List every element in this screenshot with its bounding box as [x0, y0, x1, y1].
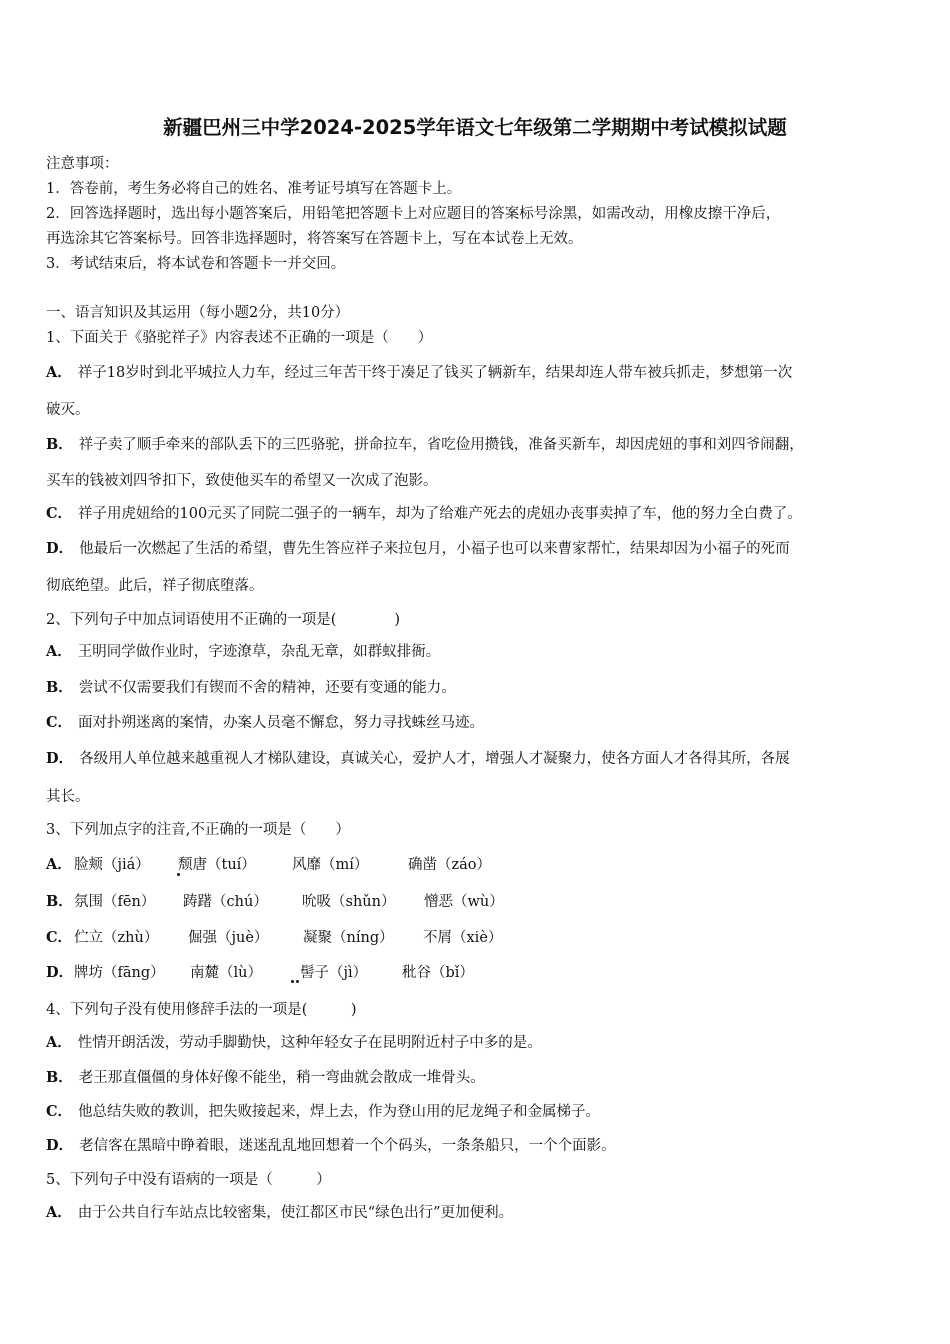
- question-4-stem: 4、下列句子没有使用修辞手法的一项是( ): [46, 1002, 357, 1018]
- question-5-stem: 5、下列句子中没有语病的一项是（ ）: [46, 1172, 331, 1188]
- question-4-option-b: [46, 1066, 908, 1087]
- option-label: A．: [46, 364, 72, 381]
- option-label: A．: [46, 643, 72, 660]
- option-label: C．: [46, 1103, 73, 1120]
- section-heading: 一、语言知识及其运用（每小题2分，共10分）: [46, 305, 350, 321]
- question-1-option-b: [46, 433, 908, 454]
- pinyin-item: 凝聚（níng）: [303, 930, 394, 946]
- option-label: D．: [46, 964, 74, 981]
- question-4-option-a: [46, 1031, 908, 1052]
- question-2-stem: 2、下列句子中加点词语使用不正确的一项是( ): [46, 612, 401, 628]
- pinyin-item: 憎恶（wù）: [424, 894, 504, 910]
- pinyin-item: 牌坊（fāng）: [74, 965, 165, 981]
- emphasis-dot: [177, 873, 180, 876]
- pinyin-item: 伫立（zhù）: [74, 930, 159, 946]
- question-5-option-a: [46, 1201, 908, 1222]
- question-2-option-a: [46, 640, 908, 661]
- pinyin-item: 踌躇（chú）: [183, 894, 268, 910]
- option-label: B．: [46, 1069, 73, 1086]
- option-label: A．: [46, 1034, 72, 1051]
- option-text: 面对扑朔迷离的案情，办案人员毫不懈怠，努力寻找蛛丝马迹。: [78, 715, 485, 731]
- notice-item: 再选涂其它答案标号。回答非选择题时，将答案写在答题卡上，写在本试卷上无效。: [46, 231, 583, 247]
- option-label: B．: [46, 893, 73, 910]
- pinyin-item: 吮吸（shǔn）: [302, 894, 396, 910]
- question-1-option-d-cont: 彻底绝望。此后，祥子彻底堕落。: [46, 578, 264, 594]
- option-label: D．: [46, 540, 74, 557]
- emphasis-dot: [296, 980, 299, 983]
- option-text: 各级用人单位越来越重视人才梯队建设，真诚关心，爱护人才，增强人才凝聚力，使各方面人才各得其所，各展: [79, 751, 790, 767]
- option-text: 王明同学做作业时，字迹潦草，杂乱无章，如群蚁排衙。: [77, 644, 441, 660]
- option-text: 祥子18岁时到北平城拉人力车，经过三年苦干终于凑足了钱买了辆新车，结果却连人带车被兵抓走，梦想第一次: [77, 365, 793, 381]
- option-text: 尝试不仅需要我们有锲而不舍的精神，还要有变通的能力。: [78, 680, 456, 696]
- question-3-stem: 3、下列加点字的注音,不正确的一项是（ ）: [46, 822, 350, 838]
- question-2-option-c: [46, 711, 908, 732]
- question-1-stem: 1、下面关于《骆驼祥子》内容表述不正确的一项是（ ）: [46, 330, 433, 346]
- question-1-option-c: [46, 502, 908, 523]
- option-label: C．: [46, 714, 73, 731]
- notice-item: 2．回答选择题时，选出每小题答案后，用铅笔把答题卡上对应题目的答案标号涂黑，如需改动，用橡皮擦干净后，: [46, 206, 781, 222]
- pinyin-item: 倔强（juè）: [188, 930, 269, 946]
- question-1-option-a: [46, 361, 908, 382]
- pinyin-item: 南麓（lù）: [190, 965, 262, 981]
- pinyin-item: 秕谷（bǐ）: [402, 965, 474, 981]
- option-text: 他最后一次燃起了生活的希望，曹先生答应祥子来拉包月，小福子也可以来曹家帮忙，结果却因为小福子的死而: [79, 541, 790, 557]
- notice-item: 3．考试结束后，将本试卷和答题卡一并交回。: [46, 256, 346, 272]
- emphasis-dot: [291, 980, 294, 983]
- pinyin-item: 风靡（mí）: [292, 857, 369, 873]
- question-1-option-a-cont: 破灭。: [46, 402, 90, 418]
- pinyin-item: 髻子（jì）: [300, 965, 368, 981]
- pinyin-item: 脸颊（jiá）: [74, 857, 150, 873]
- option-text: 老王那直僵僵的身体好像不能坐，稍一弯曲就会散成一堆骨头。: [78, 1070, 485, 1086]
- question-3-option-d: [46, 961, 908, 982]
- option-label: B．: [46, 679, 73, 696]
- question-1-option-d: [46, 537, 908, 558]
- option-text: 祥子卖了顺手牵来的部队丢下的三匹骆驼，拼命拉车，省吃俭用攒钱，准备买新车，却因虎妞的事和刘四爷闹翻，: [78, 437, 804, 453]
- question-4-option-c: [46, 1100, 908, 1121]
- question-1-option-b-cont: 买车的钱被刘四爷扣下，致使他买车的希望又一次成了泡影。: [46, 473, 438, 489]
- option-label: A．: [46, 856, 72, 873]
- option-text: 他总结失败的教训，把失败接起来，焊上去，作为登山用的尼龙绳子和金属梯子。: [78, 1104, 601, 1120]
- question-2-option-b: [46, 676, 908, 697]
- pinyin-item: 氛围（fēn）: [74, 894, 156, 910]
- option-label: D．: [46, 1137, 74, 1154]
- option-label: A．: [46, 1204, 72, 1221]
- notice-heading: 注意事项：: [46, 156, 119, 172]
- question-2-option-d: [46, 747, 908, 768]
- question-2-option-d-cont: 其长。: [46, 789, 90, 805]
- question-4-option-d: [46, 1134, 908, 1155]
- option-text: 祥子用虎妞给的100元买了同院二强子的一辆车，却为了给难产死去的虎妞办丧事卖掉了车，他的努力全白费了。: [78, 506, 802, 522]
- exam-title: 新疆巴州三中学2024-2025学年语文七年级第二学期期中考试模拟试题: [163, 116, 787, 139]
- option-label: C．: [46, 505, 73, 522]
- pinyin-item: 颓唐（tuí）: [178, 857, 256, 873]
- pinyin-item: 确凿（záo）: [408, 857, 492, 873]
- option-label: D．: [46, 750, 74, 767]
- option-text: 老信客在黑暗中睁着眼，迷迷乱乱地回想着一个个码头，一条条船只，一个个面影。: [79, 1138, 616, 1154]
- option-label: B．: [46, 436, 73, 453]
- option-text: 由于公共自行车站点比较密集，使江都区市民“绿色出行”更加便利。: [77, 1205, 514, 1221]
- notice-item: 1．答卷前，考生务必将自己的姓名、准考证号填写在答题卡上。: [46, 181, 462, 197]
- pinyin-item: 不屑（xiè）: [423, 930, 503, 946]
- option-text: 性情开朗活泼，劳动手脚勤快，这种年轻女子在昆明附近村子中多的是。: [77, 1035, 542, 1051]
- option-label: C．: [46, 929, 73, 946]
